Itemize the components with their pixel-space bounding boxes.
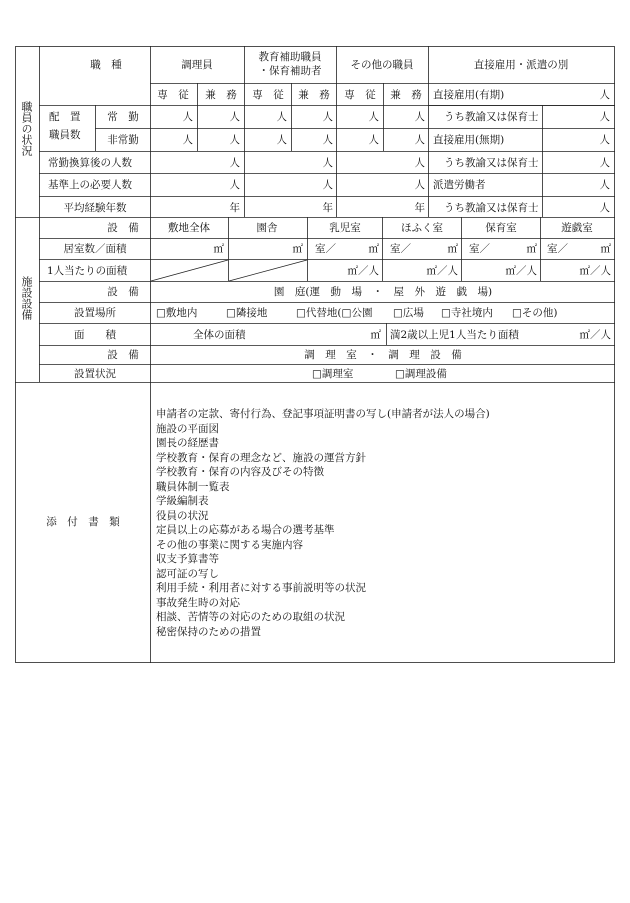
aide-header-2: ・保育補助者 <box>258 65 322 77</box>
unit: 人 <box>229 134 240 146</box>
unit: 人 <box>322 157 333 169</box>
attachment-item: 役員の状況 <box>156 509 209 522</box>
cook-header: 調理員 <box>181 59 213 71</box>
year-unit: 年 <box>229 202 240 214</box>
cook-fulltime-dedicated: 専 従 <box>157 89 189 101</box>
attachment-item: その他の事業に関する実施内容 <box>156 538 303 551</box>
cook-concurrent: 兼 務 <box>205 89 237 101</box>
location-option[interactable]: □敷地内 <box>156 307 198 319</box>
attachment-item: 利用手続・利用者に対する事前説明等の状況 <box>156 582 366 594</box>
converted-label: 常勤換算後の人数 <box>48 157 132 169</box>
unit: 人 <box>182 134 193 146</box>
sqm-unit: ㎡ <box>600 243 611 255</box>
attachment-item: 相談、苦情等の対応のための取組の状況 <box>156 611 345 623</box>
aide-header: 教育補助職員 <box>258 51 322 63</box>
attachment-item: 申請者の定款、寄付行為、登記事項証明書の写し(申請者が法人の場合) <box>156 408 490 420</box>
attachment-item: 園長の経歴書 <box>156 437 219 449</box>
equip-crawling-room: ほふく室 <box>401 222 443 234</box>
unit: 人 <box>229 111 240 123</box>
unit: 人 <box>276 134 287 146</box>
room-unit: 室／ <box>315 243 336 255</box>
kitchen-header: 調 理 室 ・ 調 理 設 備 <box>304 349 462 361</box>
equip-building: 園舎 <box>256 222 278 234</box>
unit: 人 <box>599 111 610 123</box>
facility-section-label: 施設設備 <box>20 276 33 320</box>
job-type-label: 職 種 <box>90 59 122 71</box>
unit: 人 <box>414 134 425 146</box>
employment-row: うち教諭又は保育士 <box>444 202 539 214</box>
unit: 人 <box>229 179 240 191</box>
equip-infant-room: 乳児室 <box>329 222 361 234</box>
staff-section-label: 職員の状況 <box>20 101 33 156</box>
unit: 人 <box>599 134 610 146</box>
sqm-per-unit: ㎡／人 <box>426 265 458 277</box>
attachment-item: 学校教育・保育の内容及びその特徴 <box>156 466 324 478</box>
placement-label-2: 職員数 <box>49 129 81 141</box>
total-area-label: 全体の面積 <box>193 329 246 341</box>
attachment-item: 秘密保持のための措置 <box>156 625 261 638</box>
rooms-area-label: 居室数／面積 <box>63 243 127 255</box>
aide-concurrent: 兼 務 <box>298 89 330 101</box>
location-option[interactable]: □広場 <box>393 307 424 319</box>
equip-nursery-room: 保育室 <box>485 222 517 234</box>
equip-play-room: 遊戯室 <box>561 222 593 234</box>
sqm-unit: ㎡ <box>292 243 303 255</box>
employment-row: 直接雇用(有期) <box>433 89 505 101</box>
parttime-label: 非常勤 <box>107 134 139 146</box>
attachment-item: 学級編制表 <box>156 495 209 507</box>
equip-label: 設 備 <box>107 222 139 234</box>
unit: 人 <box>599 157 610 169</box>
kitchen-equip-label: 設 備 <box>107 349 139 361</box>
unit: 人 <box>368 111 379 123</box>
other-staff-header: その他の職員 <box>350 59 414 71</box>
unit: 人 <box>599 89 610 101</box>
sqm-per-unit: ㎡／人 <box>579 265 611 277</box>
attachment-item: 学校教育・保育の理念など、施設の運営方針 <box>156 451 366 464</box>
unit: 人 <box>414 157 425 169</box>
garden-equip-label: 設 備 <box>107 286 139 298</box>
employment-row: 直接雇用(無期) <box>433 134 505 146</box>
attachments-label: 添 付 書 類 <box>46 516 120 528</box>
status-option-equipment[interactable]: □調理設備 <box>395 368 447 380</box>
attachment-item: 収支予算書等 <box>156 553 219 565</box>
unit: 人 <box>276 111 287 123</box>
status-option-kitchen[interactable]: □調理室 <box>312 368 354 380</box>
attachment-item: 職員体制一覧表 <box>156 480 230 493</box>
location-label: 設置場所 <box>74 307 116 319</box>
other-dedicated: 専 従 <box>344 89 376 101</box>
year-unit: 年 <box>414 202 425 214</box>
unit: 人 <box>368 134 379 146</box>
required-label: 基準上の必要人数 <box>48 179 132 191</box>
placement-label-1: 配 置 <box>49 111 81 123</box>
sqm-unit: ㎡ <box>368 243 379 255</box>
attachment-item: 認可証の写し <box>156 567 219 580</box>
avg-exp-label: 平均経験年数 <box>63 202 127 214</box>
room-unit: 室／ <box>390 243 411 255</box>
area-label: 面 積 <box>74 329 116 341</box>
other-concurrent: 兼 務 <box>390 89 422 101</box>
location-option[interactable]: □寺社境内 <box>441 307 493 319</box>
sqm-per-unit: ㎡／人 <box>505 265 537 277</box>
attachment-item: 定員以上の応募がある場合の選考基準 <box>156 524 335 536</box>
location-option[interactable]: □その他) <box>512 307 558 319</box>
unit: 人 <box>322 179 333 191</box>
attachment-item: 施設の平面図 <box>156 422 219 435</box>
unit: 人 <box>322 111 333 123</box>
fulltime-label: 常 勤 <box>107 111 139 123</box>
sqm-unit: ㎡ <box>447 243 458 255</box>
unit: 人 <box>414 111 425 123</box>
aide-dedicated: 専 従 <box>252 89 284 101</box>
attachments-list <box>156 407 490 639</box>
garden-header: 園 庭(運 動 場 ・ 屋 外 遊 戯 場) <box>273 286 493 298</box>
per-child-label: 1人当たりの面積 <box>47 265 128 277</box>
unit: 人 <box>599 179 610 191</box>
unit: 人 <box>414 179 425 191</box>
sqm-per-unit: ㎡／人 <box>347 265 379 277</box>
employment-header: 直接雇用・派遣の別 <box>473 59 569 71</box>
location-option[interactable]: □隣接地 <box>226 307 268 319</box>
sqm-unit: ㎡ <box>526 243 537 255</box>
employment-row: 派遣労働者 <box>433 179 486 191</box>
application-form <box>15 46 615 663</box>
employment-row: うち教諭又は保育士 <box>444 111 539 123</box>
year-unit: 年 <box>322 202 333 214</box>
equip-site: 敷地全体 <box>168 222 210 234</box>
sqm-per-unit: ㎡／人 <box>579 329 611 341</box>
attachment-item: 事故発生時の対応 <box>156 596 240 609</box>
employment-row: うち教諭又は保育士 <box>444 157 539 169</box>
unit: 人 <box>229 157 240 169</box>
location-option[interactable]: □代替地(□公園 <box>296 307 373 319</box>
sqm-unit: ㎡ <box>370 329 381 341</box>
sqm-unit: ㎡ <box>213 243 224 255</box>
room-unit: 室／ <box>547 243 568 255</box>
unit: 人 <box>182 111 193 123</box>
unit: 人 <box>599 202 610 214</box>
room-unit: 室／ <box>469 243 490 255</box>
over2-label: 満2歳以上児1人当たり面積 <box>390 329 519 341</box>
unit: 人 <box>322 134 333 146</box>
status-label: 設置状況 <box>74 368 116 380</box>
